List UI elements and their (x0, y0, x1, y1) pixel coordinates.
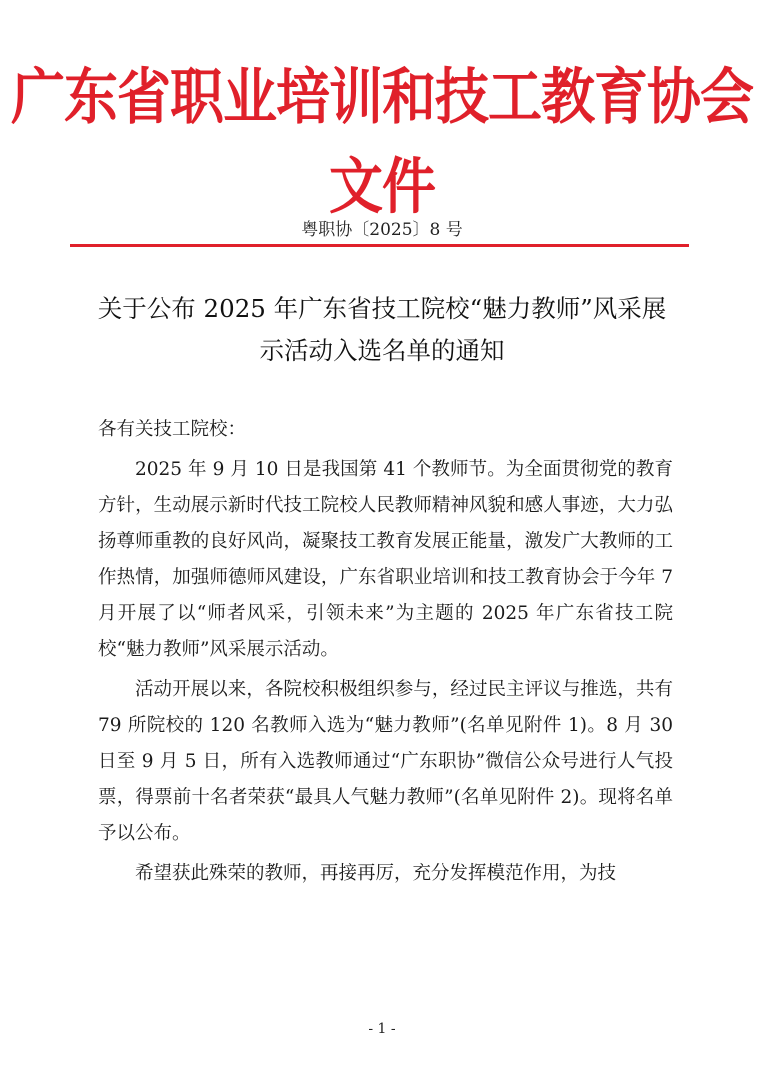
notice-body (98, 412, 673, 896)
page-number: - 1 - (368, 1021, 396, 1037)
notice-title-line-1: 关于公布 2025 年广东省技工院校“魅力教师”风采展 (97, 294, 667, 323)
body-paragraph-1: 2025 年 9 月 10 日是我国第 41 个教师节。为全面贯彻党的教育方针，生动展示新时代技工院校人民教师精神风貌和感人事迹，大力弘扬尊师重教的良好风尚，凝聚技工教育发展正能量，激发广大教师的工作热情，加强师德师风建设，广东省职业培训和技工教育协会于今年 7 月开展了以“师者风采，引领未来”为主题的 2025 年广东省技工院校“魅力教师”风采展示活动。 (98, 459, 673, 660)
body-paragraph-2: 活动开展以来，各院校积极组织参与，经过民主评议与推选，共有 79 所院校的 120 名教师入选为“魅力教师”(名单见附件 1)。8 月 30 日至 9 月 5 日，所有入选教师通过“广东职协”微信公众号进行人气投票，得票前十名者荣获“最具人气魅力教师”(名单见附件 2)。现将名单予以公布。 (98, 679, 673, 844)
document-number: 粤职协〔2025〕8 号 (301, 220, 463, 240)
red-divider-line (70, 244, 689, 247)
notice-title (70, 288, 694, 372)
document-masthead: 广东省职业培训和技工教育协会文件 (11, 61, 753, 222)
notice-title-line-2: 示活动入选名单的通知 (259, 336, 505, 365)
body-paragraph-3: 希望获此殊荣的教师，再接再厉，充分发挥模范作用，为技 (135, 863, 617, 884)
salutation: 各有关技工院校： (98, 419, 247, 440)
